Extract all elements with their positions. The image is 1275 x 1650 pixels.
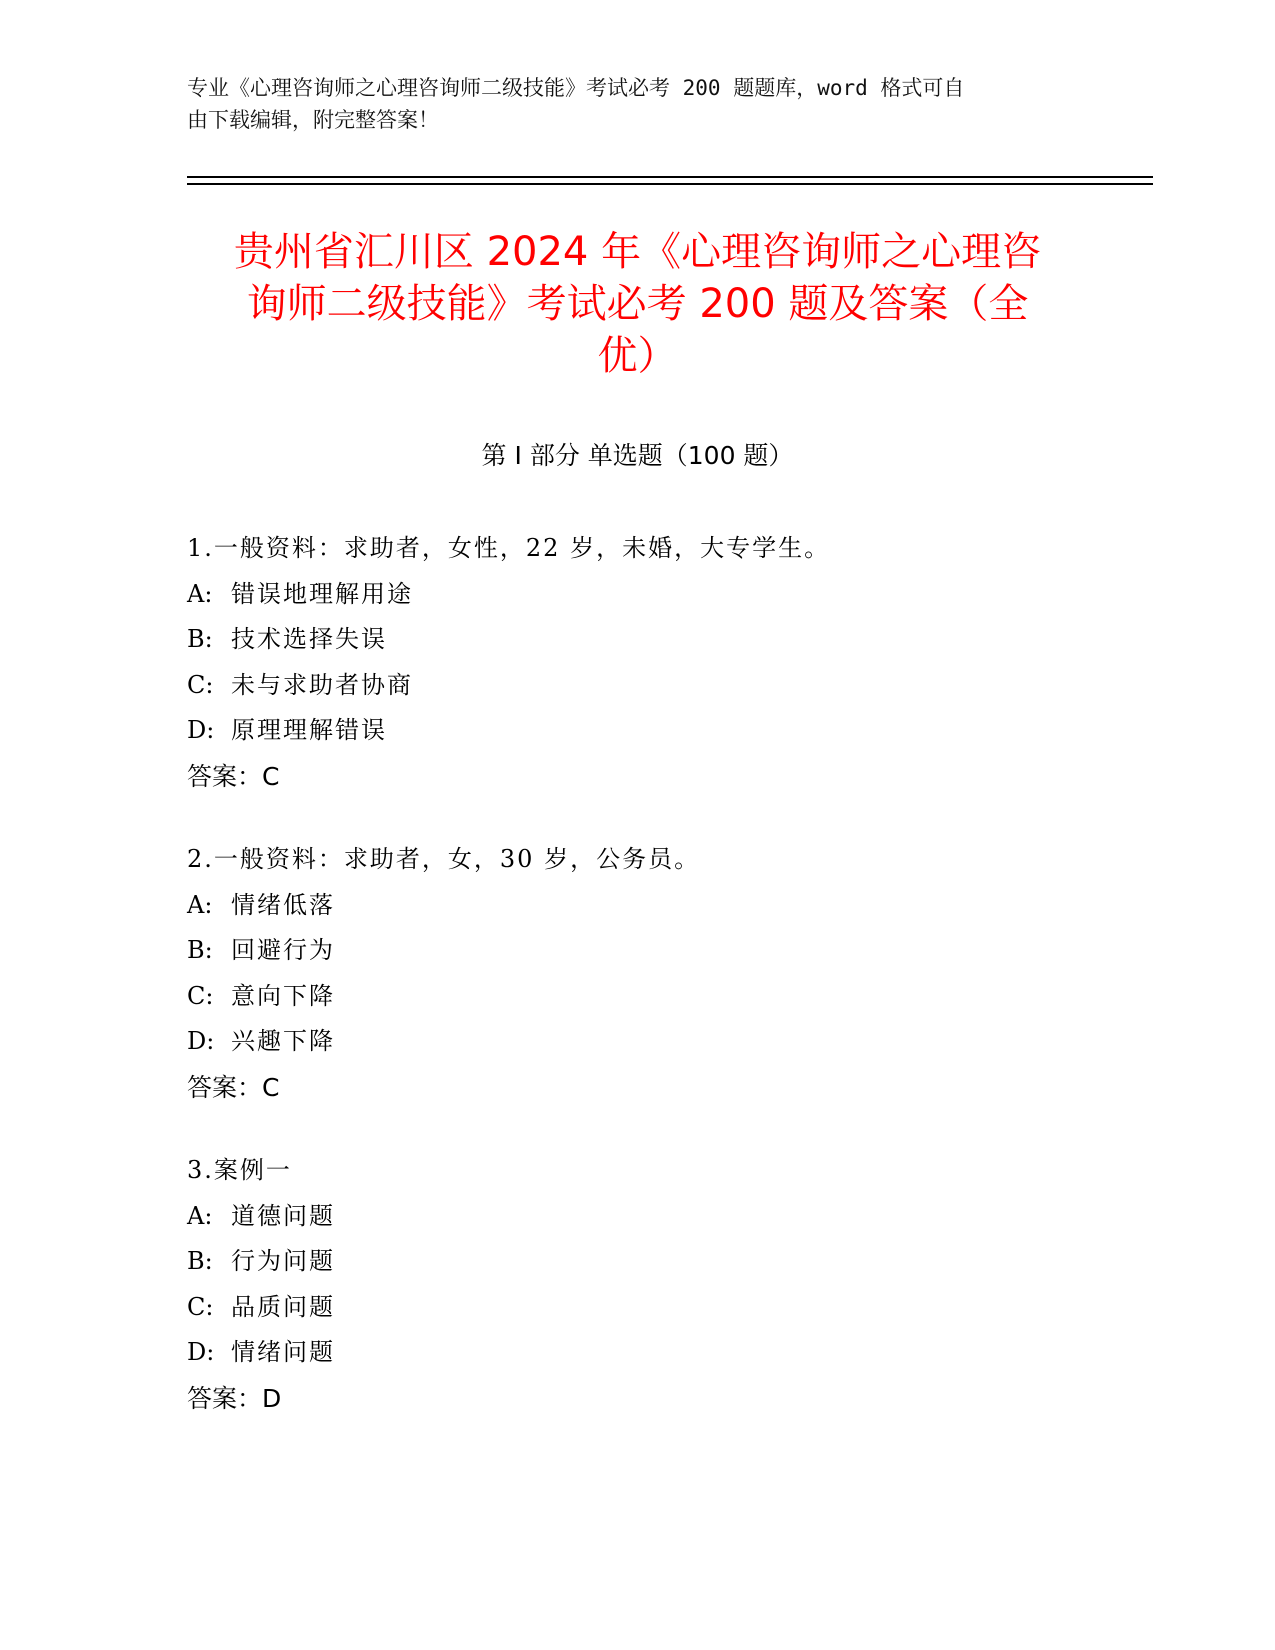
title-line-2: 询师二级技能》考试必考 200 题及答案（全 — [246, 281, 1029, 327]
header-divider-top — [187, 176, 1153, 178]
option-a — [187, 883, 1087, 929]
option-text: 意向下降 — [231, 981, 335, 1010]
option-key: B: — [187, 936, 213, 964]
option-c — [187, 974, 1087, 1020]
option-key: D: — [187, 1338, 215, 1366]
option-key: C: — [187, 670, 214, 699]
option-text: 错误地理解用途 — [231, 579, 413, 608]
option-key: B: — [187, 1247, 213, 1275]
question-list — [187, 526, 1087, 1459]
option-a — [187, 1194, 1087, 1240]
option-text: 品质问题 — [231, 1292, 335, 1321]
intro-paragraph — [187, 72, 1067, 136]
header-divider-bottom — [187, 183, 1153, 185]
option-d — [187, 708, 1087, 754]
question-3 — [187, 1148, 1087, 1421]
question-stem: 1.一般资料：求助者，女性，22 岁，未婚，大专学生。 — [187, 534, 831, 562]
option-text: 兴趣下降 — [231, 1027, 335, 1055]
option-b — [187, 617, 1087, 663]
option-key: A: — [187, 579, 213, 608]
option-text: 情绪低落 — [231, 890, 335, 919]
title-line-1: 贵州省汇川区 2024 年《心理咨询师之心理咨 — [233, 229, 1042, 275]
option-text: 行为问题 — [231, 1247, 335, 1275]
option-key: A: — [187, 890, 213, 919]
option-text: 未与求助者协商 — [231, 670, 413, 699]
title-line-3: 优） — [597, 333, 678, 379]
option-a — [187, 572, 1087, 618]
option-key: C: — [187, 981, 214, 1010]
intro-line-1: 专业《心理咨询师之心理咨询师二级技能》考试必考 200 题题库，word 格式可自 — [187, 76, 965, 100]
document-title — [180, 226, 1095, 382]
intro-line-2: 由下载编辑，附完整答案！ — [187, 108, 439, 132]
section-heading: 第 I 部分 单选题（100 题） — [481, 441, 794, 470]
question-stem: 3.案例一 — [187, 1156, 292, 1184]
option-text: 道德问题 — [231, 1201, 335, 1230]
question-2 — [187, 837, 1087, 1110]
option-key: D: — [187, 716, 215, 744]
option-d — [187, 1019, 1087, 1065]
option-b — [187, 1239, 1087, 1285]
option-d — [187, 1330, 1087, 1376]
option-text: 情绪问题 — [231, 1338, 335, 1366]
option-key: A: — [187, 1201, 213, 1230]
option-text: 原理理解错误 — [231, 716, 387, 744]
answer-line: 答案：C — [187, 761, 280, 791]
option-c — [187, 1285, 1087, 1331]
option-key: B: — [187, 625, 213, 653]
option-key: D: — [187, 1027, 215, 1055]
option-c — [187, 663, 1087, 709]
option-text: 回避行为 — [231, 936, 335, 964]
option-text: 技术选择失误 — [231, 625, 387, 653]
option-key: C: — [187, 1292, 214, 1321]
question-1 — [187, 526, 1087, 799]
answer-line: 答案：C — [187, 1072, 280, 1102]
answer-line: 答案：D — [187, 1383, 282, 1413]
option-b — [187, 928, 1087, 974]
question-stem: 2.一般资料：求助者，女，30 岁，公务员。 — [187, 845, 701, 873]
